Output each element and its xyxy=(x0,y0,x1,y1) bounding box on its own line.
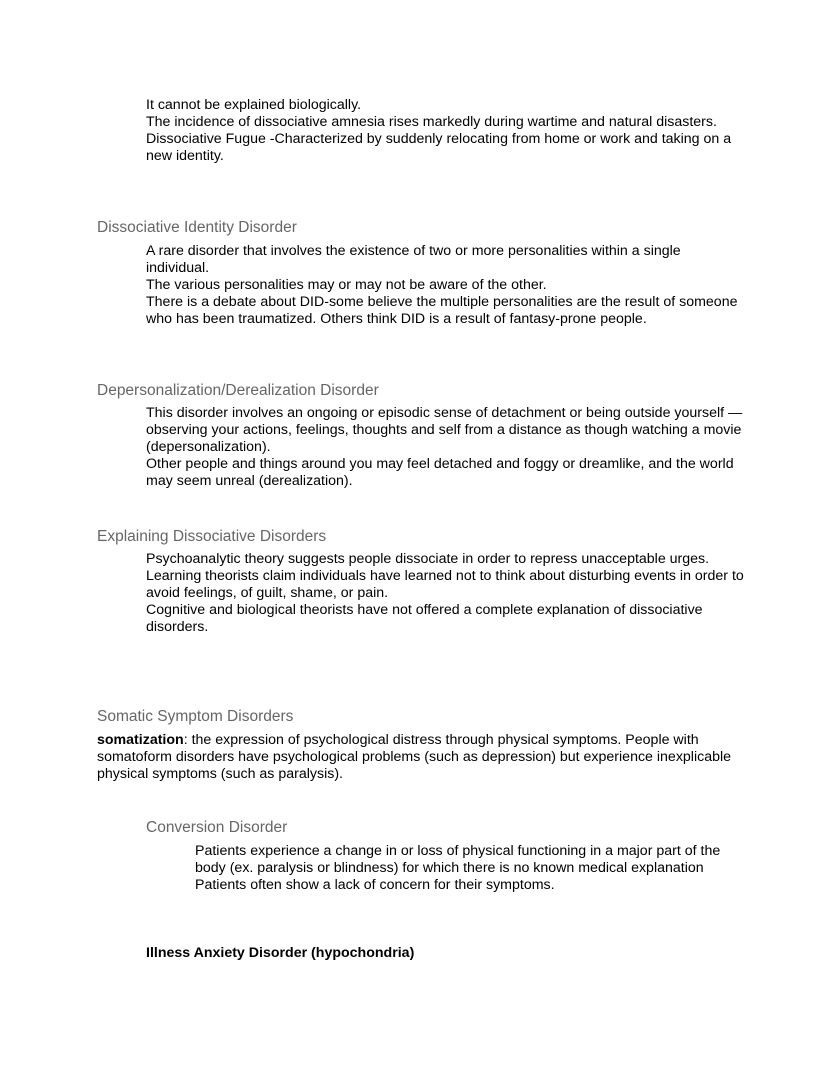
depersonalization-line: Other people and things around you may feel detached and foggy or dreamlike, and the world may seem unreal (derealization). xyxy=(146,456,734,489)
intro-line: It cannot be explained biologically. xyxy=(146,97,362,113)
intro-block xyxy=(146,97,746,165)
intro-line: Dissociative Fugue -Characterized by suddenly relocating from home or work and taking on a new identity. xyxy=(146,131,732,164)
did-line: A rare disorder that involves the existence of two or more personalities within a single individual. xyxy=(146,243,681,276)
explaining-line: Psychoanalytic theory suggests people dissociate in order to repress unacceptable urges. xyxy=(146,551,710,567)
explaining-line: Learning theorists claim individuals have learned not to think about disturbing events in order to avoid feelings, of guilt, shame, or pain. xyxy=(146,568,744,601)
section-heading-did: Dissociative Identity Disorder xyxy=(97,219,297,236)
somatization-term: somatization xyxy=(97,732,184,748)
depersonalization-line: This disorder involves an ongoing or episodic sense of detachment or being outside yourself — observing your actions, feelings, thoughts and self from a distance as though watching a movie (depersonalization). xyxy=(146,405,743,455)
section-heading-explaining: Explaining Dissociative Disorders xyxy=(97,528,327,545)
did-line: The various personalities may or may not be aware of the other. xyxy=(146,277,547,293)
depersonalization-block xyxy=(146,405,746,490)
conversion-block xyxy=(195,843,740,894)
somatization-paragraph xyxy=(97,732,747,783)
intro-line: The incidence of dissociative amnesia rises markedly during wartime and natural disasters. xyxy=(146,114,717,130)
somatization-definition: : the expression of psychological distress through physical symptoms. People with somatoform disorders have psychological problems (such as depression) but experience inexplicable physical symptoms (such as paralysis). xyxy=(97,732,732,782)
conversion-line: Patients often show a lack of concern for their symptoms. xyxy=(195,877,555,893)
explaining-block xyxy=(146,551,746,636)
explaining-line: Cognitive and biological theorists have not offered a complete explanation of dissociative disorders. xyxy=(146,602,703,635)
conversion-line: Patients experience a change in or loss of physical functioning in a major part of the body (ex. paralysis or blindness) for which there is no known medical explanation xyxy=(195,843,721,876)
did-block xyxy=(146,243,746,328)
section-heading-depersonalization: Depersonalization/Derealization Disorder xyxy=(97,382,379,399)
section-heading-illness-anxiety: Illness Anxiety Disorder (hypochondria) xyxy=(146,945,415,961)
section-heading-conversion: Conversion Disorder xyxy=(146,819,288,836)
did-line: There is a debate about DID-some believe the multiple personalities are the result of someone who has been traumatized. Others think DID is a result of fantasy-prone people. xyxy=(146,294,738,327)
section-heading-somatic: Somatic Symptom Disorders xyxy=(97,708,294,725)
